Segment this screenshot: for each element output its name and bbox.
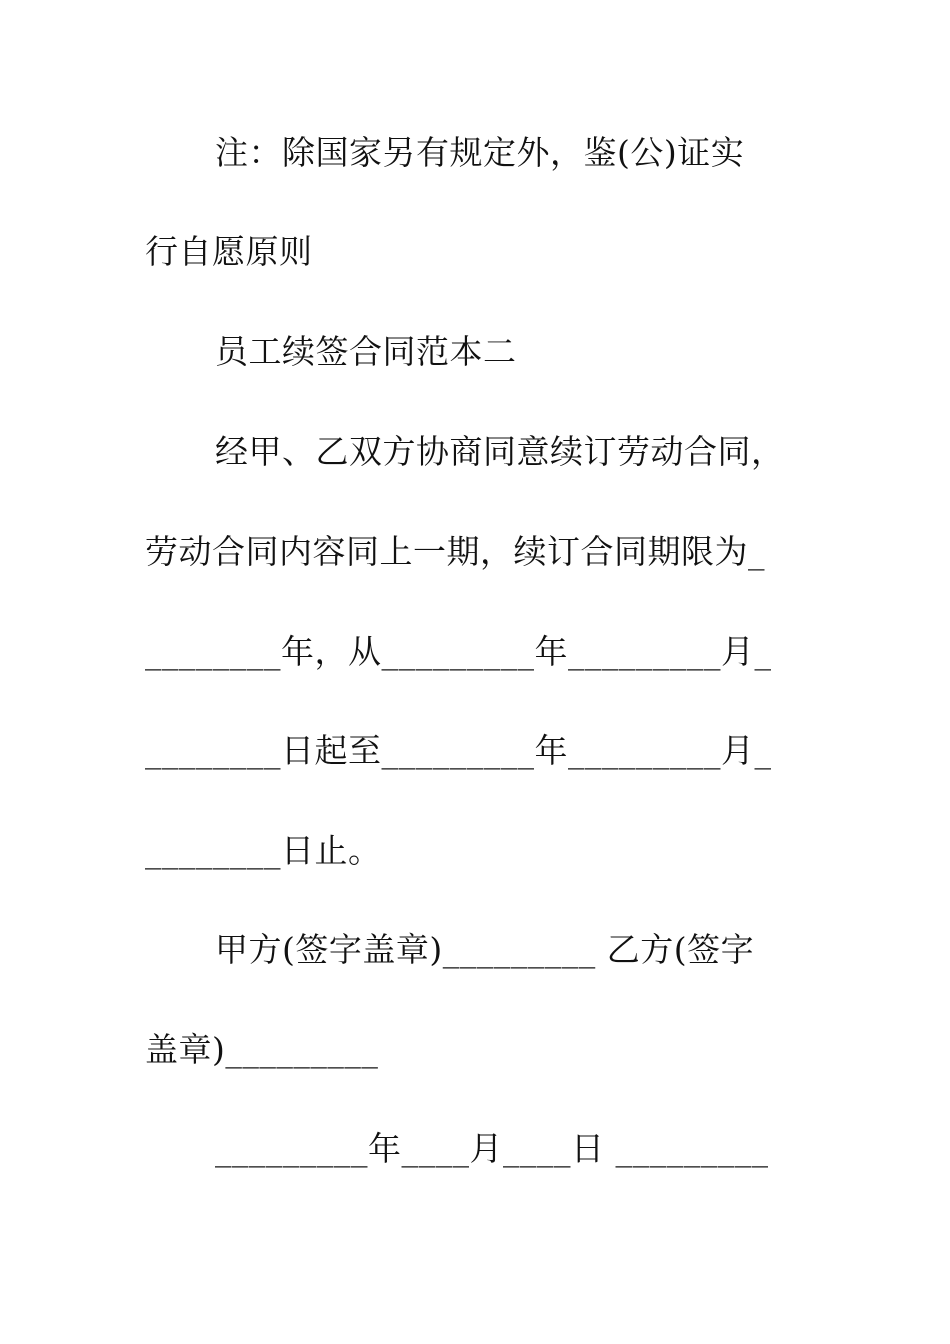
note-line-2: 行自愿原则 — [145, 232, 313, 271]
body-line-5: ________日止。 — [145, 831, 382, 870]
note-line-1: 注：除国家另有规定外，鉴(公)证实 — [215, 133, 745, 172]
date-line: _________年____月____日 _________ — [215, 1129, 769, 1168]
body-line-4: ________日起至_________年_________月_ — [145, 731, 772, 770]
signature-line-2: 盖章)_________ — [145, 1030, 379, 1069]
body-line-1: 经甲、乙双方协商同意续订劳动合同， — [215, 432, 785, 471]
signature-line-1: 甲方(签字盖章)_________ 乙方(签字 — [215, 930, 755, 969]
body-line-3: ________年，从_________年_________月_ — [145, 632, 772, 671]
section-title: 员工续签合同范本二 — [215, 332, 517, 371]
body-line-2: 劳动合同内容同上一期，续订合同期限为_ — [145, 532, 765, 571]
